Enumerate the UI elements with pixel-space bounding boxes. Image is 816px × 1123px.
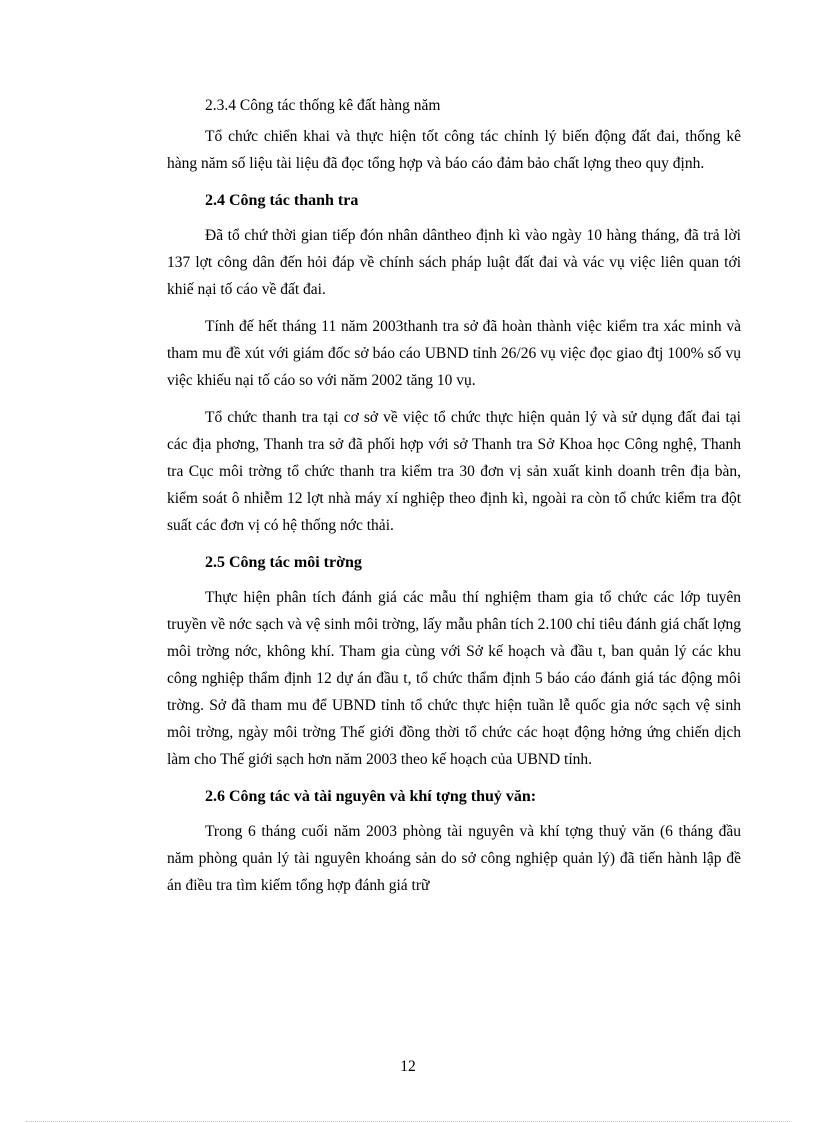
section-heading-2-4: 2.4 Công tác thanh tra <box>205 192 359 209</box>
paragraph: Thực hiện phân tích đánh giá các mẫu thí nghiệm tham gia tổ chức các lớp tuyên truyền về nớc sạch và vệ sinh môi trờng, lấy mẫu phân tích 2.100 chỉ tiêu đánh giá chất lợng môi trờng nớc, không khí. Tham gia cùng với Sở kế hoạch và đầu t, ban quản lý các khu công nghiệp thẩm định 12 dự án đầu t, tổ chức thẩm định 5 báo cáo đánh giá tác động môi trờng. Sở đã tham mu để UBND tỉnh tổ chức thực hiện tuần lễ quốc gia nớc sạch vệ sinh môi trờng, ngày môi trờng Thế giới đồng thời tổ chức các hoạt động hởng ứng chiến dịch làm cho Thế giới sạch hơn năm 2003 theo kế hoạch của UBND tỉnh. <box>167 589 741 768</box>
paragraph: Trong 6 tháng cuối năm 2003 phòng tài nguyên và khí tợng thuỷ văn (6 tháng đầu năm phòng quản lý tài nguyên khoáng sản do sở công nghiệp quản lý) đã tiến hành lập đề án điều tra tìm kiếm tổng hợp đánh giá trữ <box>167 823 741 894</box>
paragraph: Đã tổ chứ thời gian tiếp đón nhân dântheo định kì vào ngày 10 hàng tháng, đã trả lời 137 lợt công dân đến hỏi đáp về chính sách pháp luật đất đai và vác vụ việc liên quan tới khiế nại tố cáo về đất đai. <box>167 227 741 298</box>
section-heading-2-3-4: 2.3.4 Công tác thống kê đất hàng năm <box>205 97 441 114</box>
section-heading-2-5: 2.5 Công tác môi trờng <box>205 554 362 571</box>
paragraph: Tính đế hết tháng 11 năm 2003thanh tra sở đã hoàn thành việc kiểm tra xác minh và tham mu đề xút với giám đốc sở báo cáo UBND tỉnh 26/26 vụ việc đọc giao đtj 100% số vụ việc khiếu nại tố cáo so với năm 2002 tăng 10 vụ. <box>167 318 741 389</box>
page-divider <box>26 1121 790 1122</box>
section-heading-2-6: 2.6 Công tác và tài nguyên và khí tợng thuỷ văn: <box>205 788 537 805</box>
paragraph: Tổ chức thanh tra tại cơ sở về việc tổ chức thực hiện quản lý và sử dụng đất đai tại các địa phơng, Thanh tra sở đã phối hợp với sở Thanh tra Sở Khoa học Công nghệ, Thanh tra Cục môi trờng tổ chức thanh tra kiểm tra 30 đơn vị sản xuất kinh doanh trên địa bàn, kiểm soát ô nhiễm 12 lợt nhà máy xí nghiệp theo định kì, ngoài ra còn tổ chức kiểm tra đột suất các đơn vị có hệ thống nớc thải. <box>167 409 741 534</box>
document-body <box>167 92 741 909</box>
paragraph: Tổ chức chiển khai và thực hiện tốt công tác chỉnh lý biến động đất đai, thống kê hàng năm số liệu tài liệu đã đọc tổng hợp và báo cáo đảm bảo chất lợng theo quy định. <box>167 128 741 172</box>
page-number: 12 <box>400 1058 416 1075</box>
